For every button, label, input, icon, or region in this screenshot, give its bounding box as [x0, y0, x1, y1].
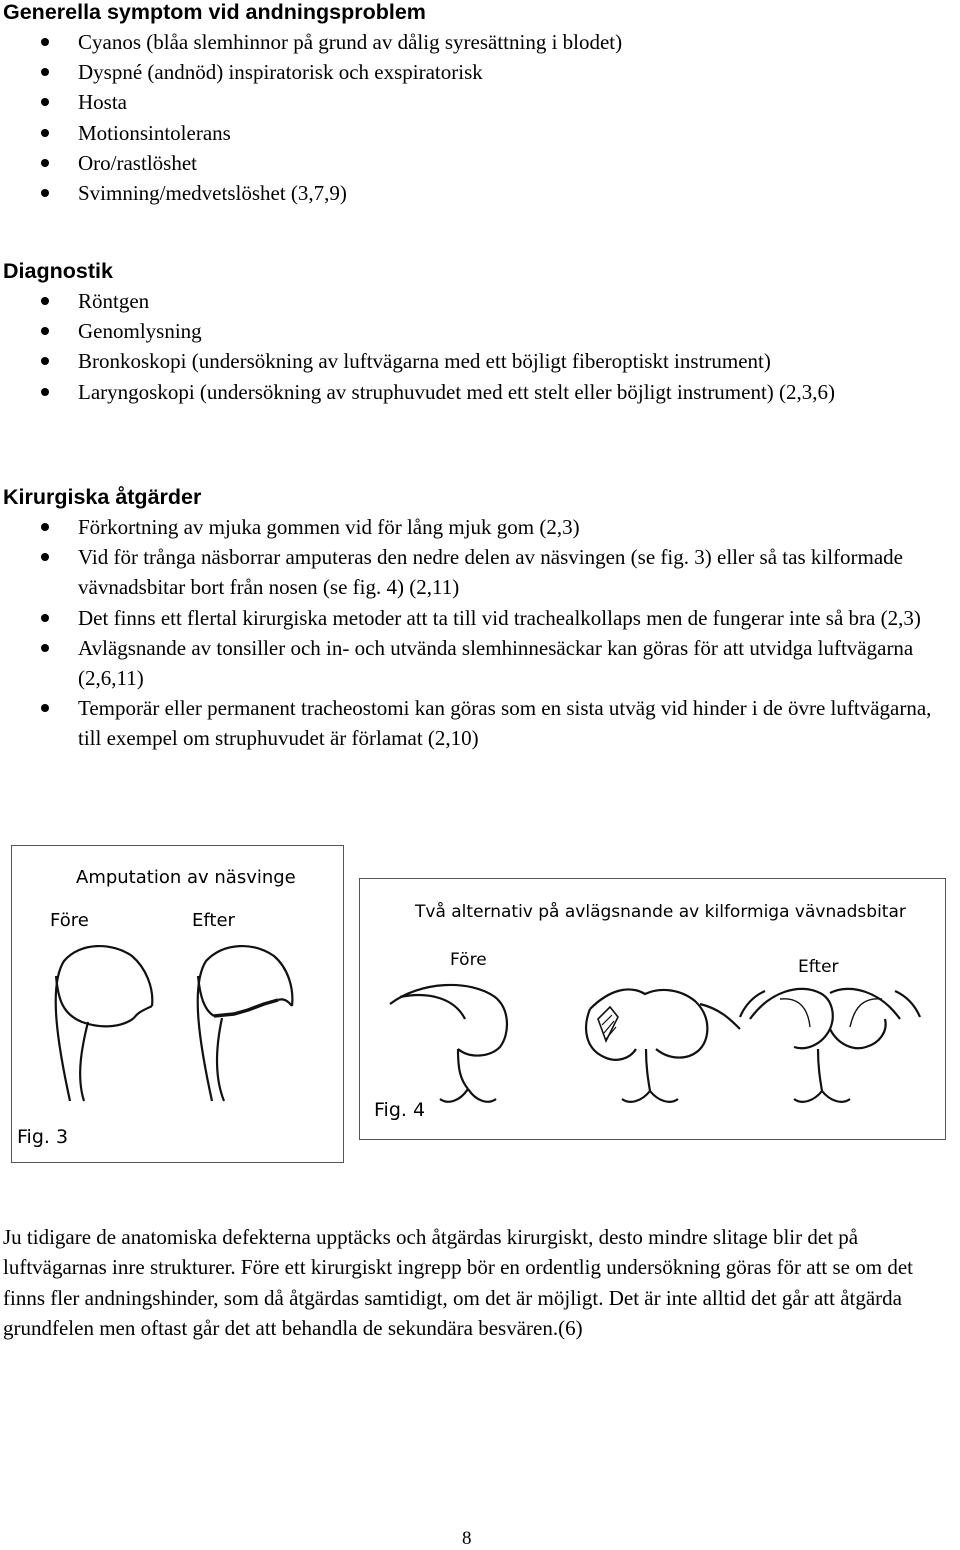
list-item: Svimning/medvetslöshet (3,7,9): [3, 178, 943, 208]
diagnostics-heading: Diagnostik: [3, 259, 113, 283]
list-item: Laryngoskopi (undersökning av struphuvudet med ett stelt eller böjligt instrument) (2,3,6): [3, 377, 943, 407]
figure-4-title: Två alternativ på avlägsnande av kilformiga vävnadsbitar: [415, 902, 906, 922]
surgery-section: [3, 482, 943, 754]
figure-3: [11, 845, 344, 1163]
diagnostics-section: [3, 256, 943, 407]
nostril-amputation-illustration: [12, 846, 343, 1162]
figure-3-before-label: Före: [50, 910, 89, 931]
list-item: Motionsintolerans: [3, 118, 943, 148]
page-number: 8: [462, 1528, 472, 1549]
figure-4-caption: Fig. 4: [374, 1099, 426, 1121]
list-item: Temporär eller permanent tracheostomi kan göras som en sista utväg vid hinder i de övre luftvägarna, till exempel om struphuvudet är förlamat (2,10): [3, 693, 943, 753]
list-item: Dyspné (andnöd) inspiratorisk och exspiratorisk: [3, 57, 943, 87]
list-item: Oro/rastlöshet: [3, 148, 943, 178]
symptoms-heading: Generella symptom vid andningsproblem: [3, 0, 426, 24]
list-item: Genomlysning: [3, 316, 943, 346]
figure-3-title: Amputation av näsvinge: [76, 867, 296, 888]
figure-3-after-label: Efter: [192, 910, 235, 931]
body-paragraph: Ju tidigare de anatomiska defekterna upptäcks och åtgärdas kirurgiskt, desto mindre slitage blir det på luftvägarnas inre strukturer. Före ett kirurgiskt ingrepp bör en ordentlig undersökning göras för att se om det finns fler andningshinder, som då åtgärdas samtidigt, om det är möjligt. Det är inte alltid det går att åtgärda grundfelen men oftast går det att behandla de sekundära besvären.(6): [3, 1225, 913, 1340]
list-item: Avlägsnande av tonsiller och in- och utvända slemhinnesäckar kan göras för att utvidga luftvägarna (2,6,11): [3, 633, 943, 693]
nose-after-drawing: [740, 989, 920, 1102]
list-item: Förkortning av mjuka gommen vid för lång mjuk gom (2,3): [3, 512, 943, 542]
figure-3-caption: Fig. 3: [17, 1126, 69, 1148]
list-item: Det finns ett flertal kirurgiska metoder att ta till vid trachealkollaps men de fungerar inte så bra (2,3): [3, 603, 943, 633]
nose-before-drawing: [390, 985, 507, 1102]
wedge-resection-illustration: [360, 879, 945, 1139]
nostril-after-drawing: [198, 946, 293, 1101]
list-item: Vid för trånga näsborrar amputeras den nedre delen av näsvingen (se fig. 3) eller så tas kilformade vävnadsbitar bort från nosen (se fig. 4) (2,11): [3, 542, 943, 602]
figure-4: [359, 878, 946, 1140]
list-item: Cyanos (blåa slemhinnor på grund av dålig syresättning i blodet): [3, 27, 943, 57]
list-item: Röntgen: [3, 286, 943, 316]
surgery-list: [3, 512, 943, 754]
surgery-heading: Kirurgiska åtgärder: [3, 485, 202, 509]
symptoms-section: [3, 0, 943, 208]
figure-4-after-label: Efter: [798, 957, 839, 977]
symptoms-list: [3, 27, 943, 208]
nostril-before-drawing: [56, 946, 153, 1101]
diagnostics-list: [3, 286, 943, 407]
nose-wedge-drawing: [586, 989, 740, 1101]
list-item: Hosta: [3, 87, 943, 117]
figure-4-before-label: Före: [450, 950, 487, 970]
list-item: Bronkoskopi (undersökning av luftvägarna med ett böjligt fiberoptiskt instrument): [3, 346, 943, 376]
